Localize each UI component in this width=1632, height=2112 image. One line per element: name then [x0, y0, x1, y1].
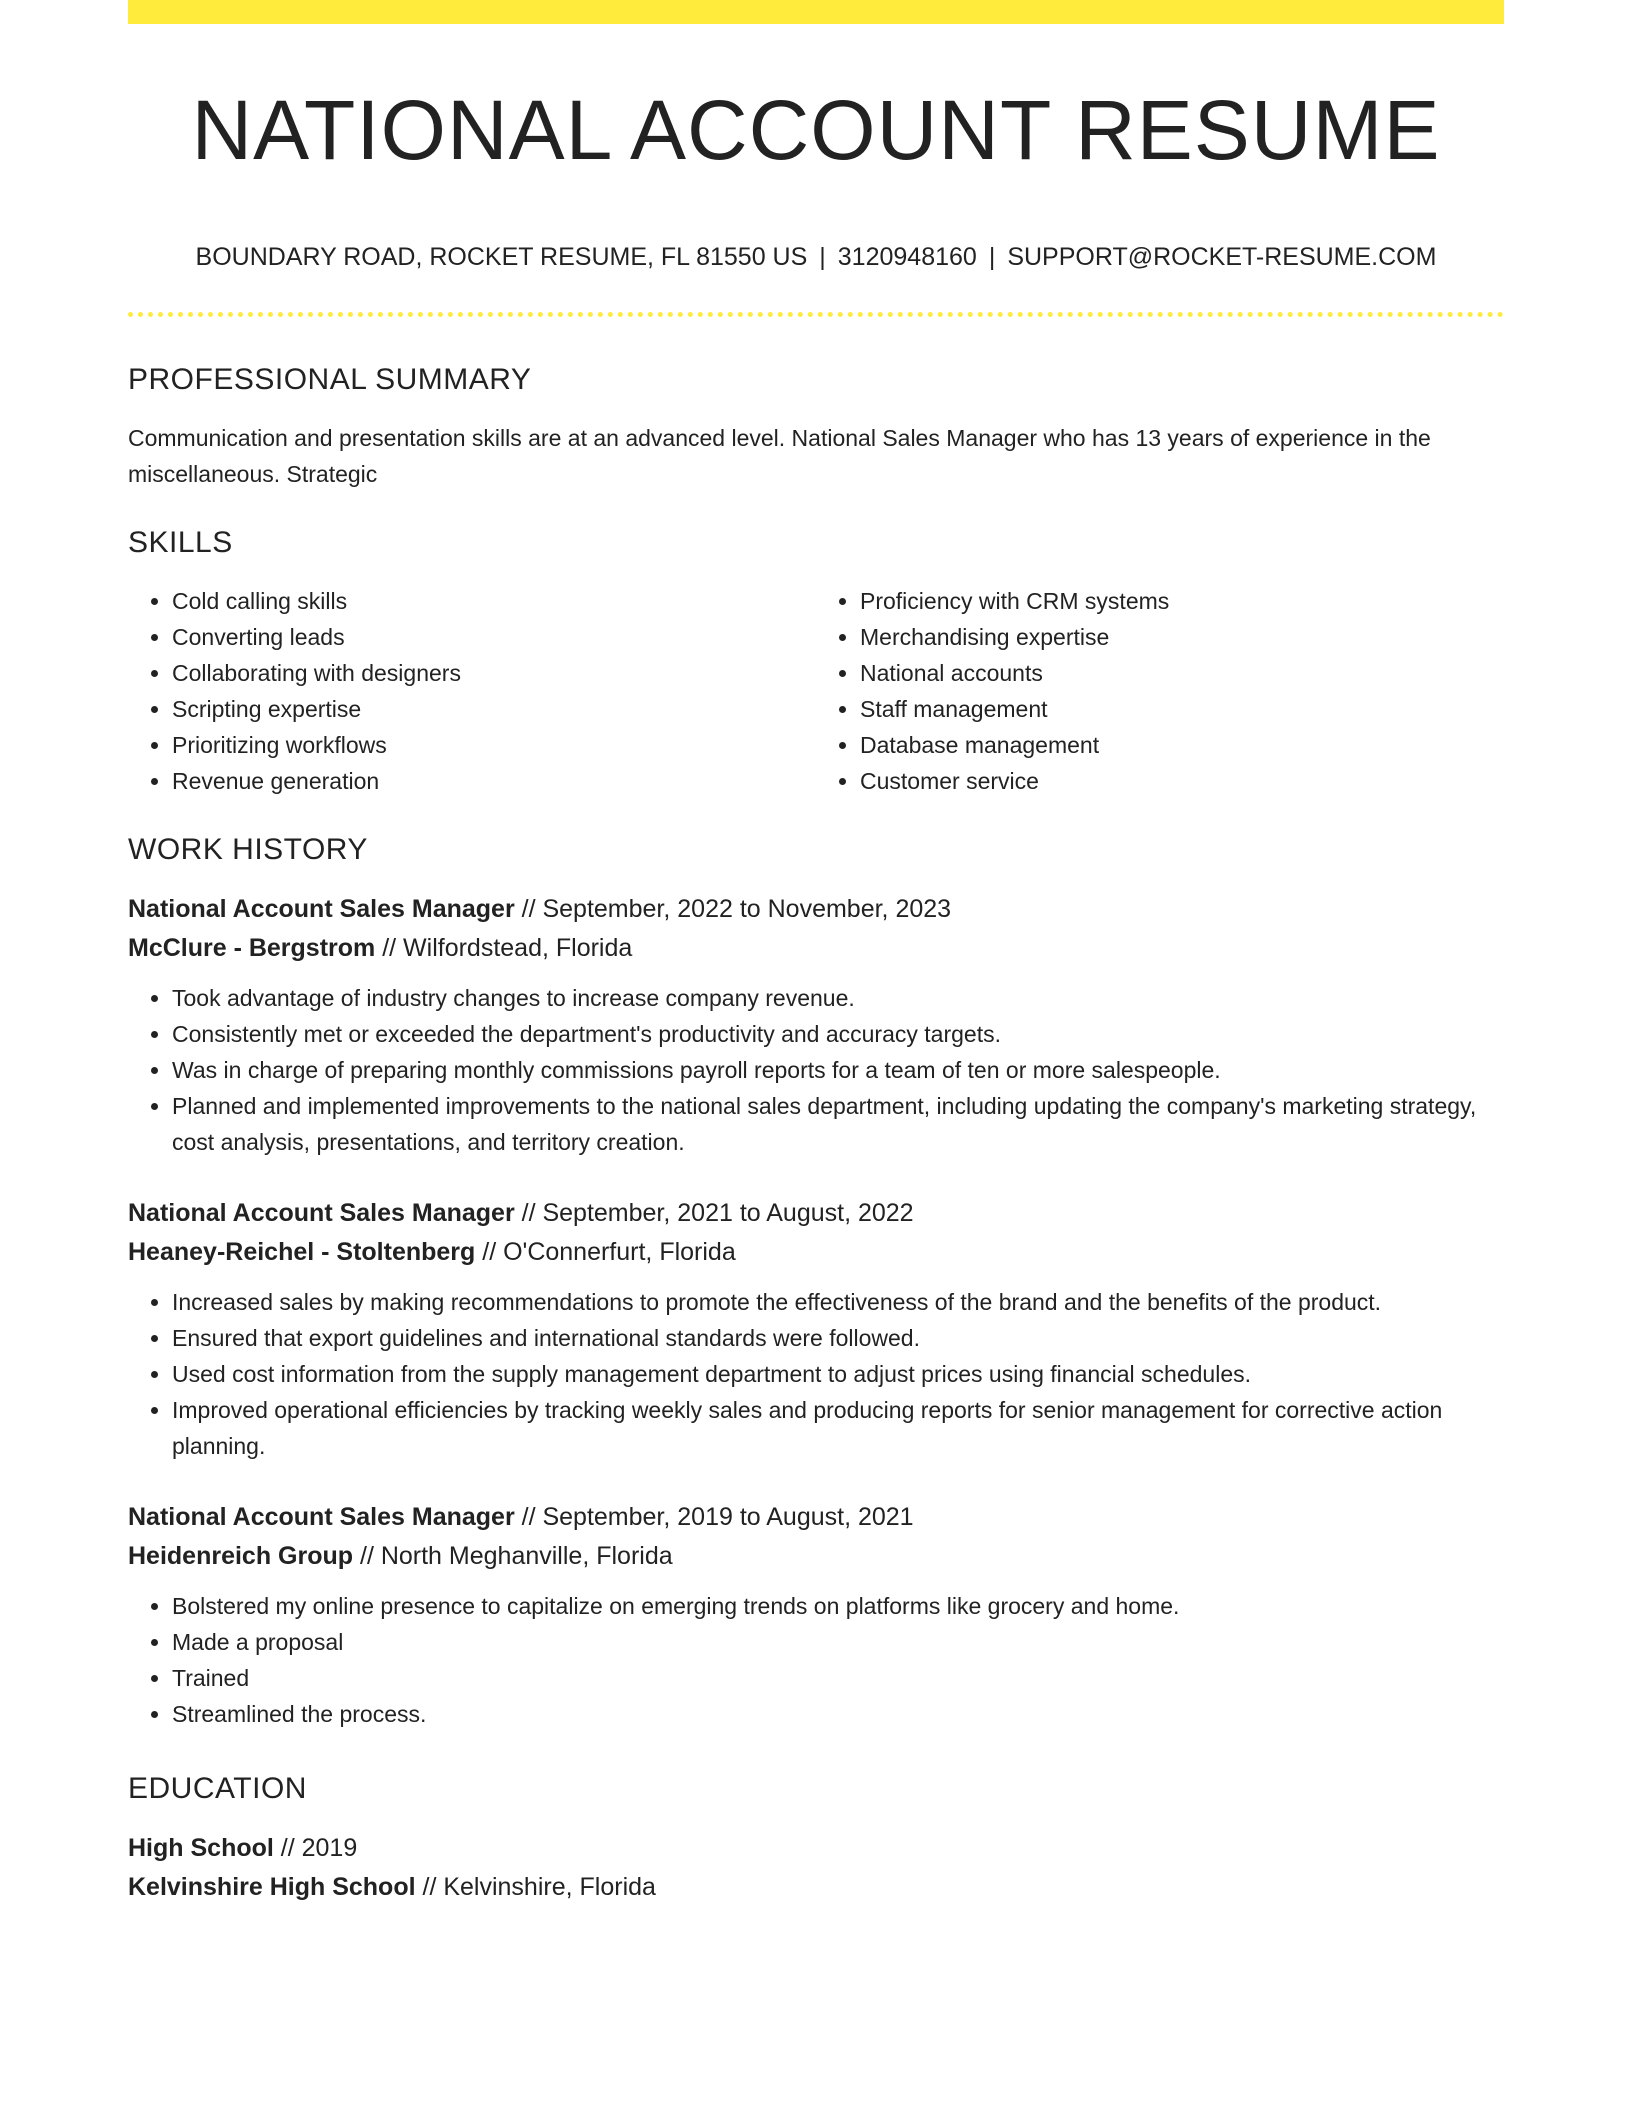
- job-role: National Account Sales Manager: [128, 1503, 515, 1532]
- job-bullet: • Ensured that export guidelines and international standards were followed.: [172, 1320, 1504, 1356]
- job-bullets: [128, 1284, 1504, 1464]
- job-role: National Account Sales Manager: [128, 895, 515, 924]
- job-entry: [128, 1498, 1504, 1732]
- job-bullet: • Consistently met or exceeded the department's productivity and accuracy targets.: [172, 1016, 1504, 1052]
- education-school-line: [128, 1868, 1504, 1907]
- contact-address: BOUNDARY ROAD, ROCKET RESUME, FL 81550 US: [195, 243, 808, 272]
- education-year: // 2019: [273, 1834, 358, 1863]
- job-bullets: [128, 1588, 1504, 1732]
- skills-column-right: [816, 583, 1504, 799]
- skills-heading: SKILLS: [128, 526, 233, 560]
- skill-item: • Converting leads: [172, 619, 816, 655]
- job-location: // Wilfordstead, Florida: [375, 934, 633, 963]
- job-bullet: • Bolstered my online presence to capitalize on emerging trends on platforms like grocery and home.: [172, 1588, 1504, 1624]
- job-company-line: [128, 1233, 1504, 1272]
- education-school: Kelvinshire High School: [128, 1873, 416, 1902]
- job-entry: [128, 1194, 1504, 1464]
- job-bullet: • Made a proposal: [172, 1624, 1504, 1660]
- job-bullet: • Improved operational efficiencies by tracking weekly sales and producing reports for senior management for corrective action planning.: [172, 1392, 1504, 1464]
- contact-email: SUPPORT@ROCKET-RESUME.COM: [1007, 243, 1437, 272]
- job-bullet: • Trained: [172, 1660, 1504, 1696]
- job-bullet: • Took advantage of industry changes to increase company revenue.: [172, 980, 1504, 1016]
- job-bullets: [128, 980, 1504, 1160]
- job-role-line: [128, 1498, 1504, 1537]
- skill-item: • Database management: [860, 727, 1504, 763]
- education-location: // Kelvinshire, Florida: [415, 1873, 656, 1902]
- skill-item: • Merchandising expertise: [860, 619, 1504, 655]
- skill-item: • Revenue generation: [172, 763, 816, 799]
- skill-item: • Collaborating with designers: [172, 655, 816, 691]
- contact-phone: 3120948160: [837, 243, 977, 272]
- skill-item: • Cold calling skills: [172, 583, 816, 619]
- job-location: // North Meghanville, Florida: [353, 1542, 673, 1571]
- resume-page: [128, 0, 1504, 1907]
- skill-item: • Prioritizing workflows: [172, 727, 816, 763]
- dotted-divider: [128, 312, 1504, 317]
- contact-separator: |: [988, 243, 996, 272]
- job-dates: // September, 2021 to August, 2022: [514, 1199, 914, 1228]
- job-bullet: • Streamlined the process.: [172, 1696, 1504, 1732]
- job-location: // O'Connerfurt, Florida: [475, 1238, 736, 1267]
- contact-separator: |: [819, 243, 826, 272]
- job-role-line: [128, 1194, 1504, 1233]
- job-company: Heidenreich Group: [128, 1542, 354, 1571]
- summary-text: Communication and presentation skills are at an advanced level. National Sales Manager who has 13 years of experience in the miscellaneous. Strategic: [128, 425, 1431, 488]
- education-heading: EDUCATION: [128, 1772, 307, 1806]
- education-degree-line: [128, 1829, 1504, 1868]
- job-bullet: • Planned and implemented improvements to the national sales department, including updating the company's marketing strategy, cost analysis, presentations, and territory creation.: [172, 1088, 1504, 1160]
- education-degree: High School: [128, 1834, 274, 1863]
- job-dates: // September, 2019 to August, 2021: [514, 1503, 914, 1532]
- accent-top-bar: [128, 0, 1504, 24]
- job-company: Heaney-Reichel - Stoltenberg: [128, 1238, 476, 1267]
- job-bullet: • Used cost information from the supply management department to adjust prices using financial schedules.: [172, 1356, 1504, 1392]
- job-dates: // September, 2022 to November, 2023: [514, 895, 952, 924]
- skill-item: • National accounts: [860, 655, 1504, 691]
- job-entry: [128, 890, 1504, 1160]
- contact-line: [128, 242, 1504, 272]
- skills-list: [128, 583, 1504, 799]
- summary-heading: PROFESSIONAL SUMMARY: [128, 363, 532, 397]
- work-history-heading: WORK HISTORY: [128, 833, 368, 867]
- skill-item: • Scripting expertise: [172, 691, 816, 727]
- skill-item: • Proficiency with CRM systems: [860, 583, 1504, 619]
- job-bullet: • Was in charge of preparing monthly commissions payroll reports for a team of ten or more salespeople.: [172, 1052, 1504, 1088]
- job-role-line: [128, 890, 1504, 929]
- job-company-line: [128, 1537, 1504, 1576]
- job-company: McClure - Bergstrom: [128, 934, 376, 963]
- job-role: National Account Sales Manager: [128, 1199, 515, 1228]
- resume-title: NATIONAL ACCOUNT RESUME: [191, 83, 1441, 177]
- job-company-line: [128, 929, 1504, 968]
- education-entry: [128, 1829, 1504, 1907]
- skills-column-left: [128, 583, 816, 799]
- skill-item: • Customer service: [860, 763, 1504, 799]
- skill-item: • Staff management: [860, 691, 1504, 727]
- job-bullet: • Increased sales by making recommendations to promote the effectiveness of the brand and the benefits of the product.: [172, 1284, 1504, 1320]
